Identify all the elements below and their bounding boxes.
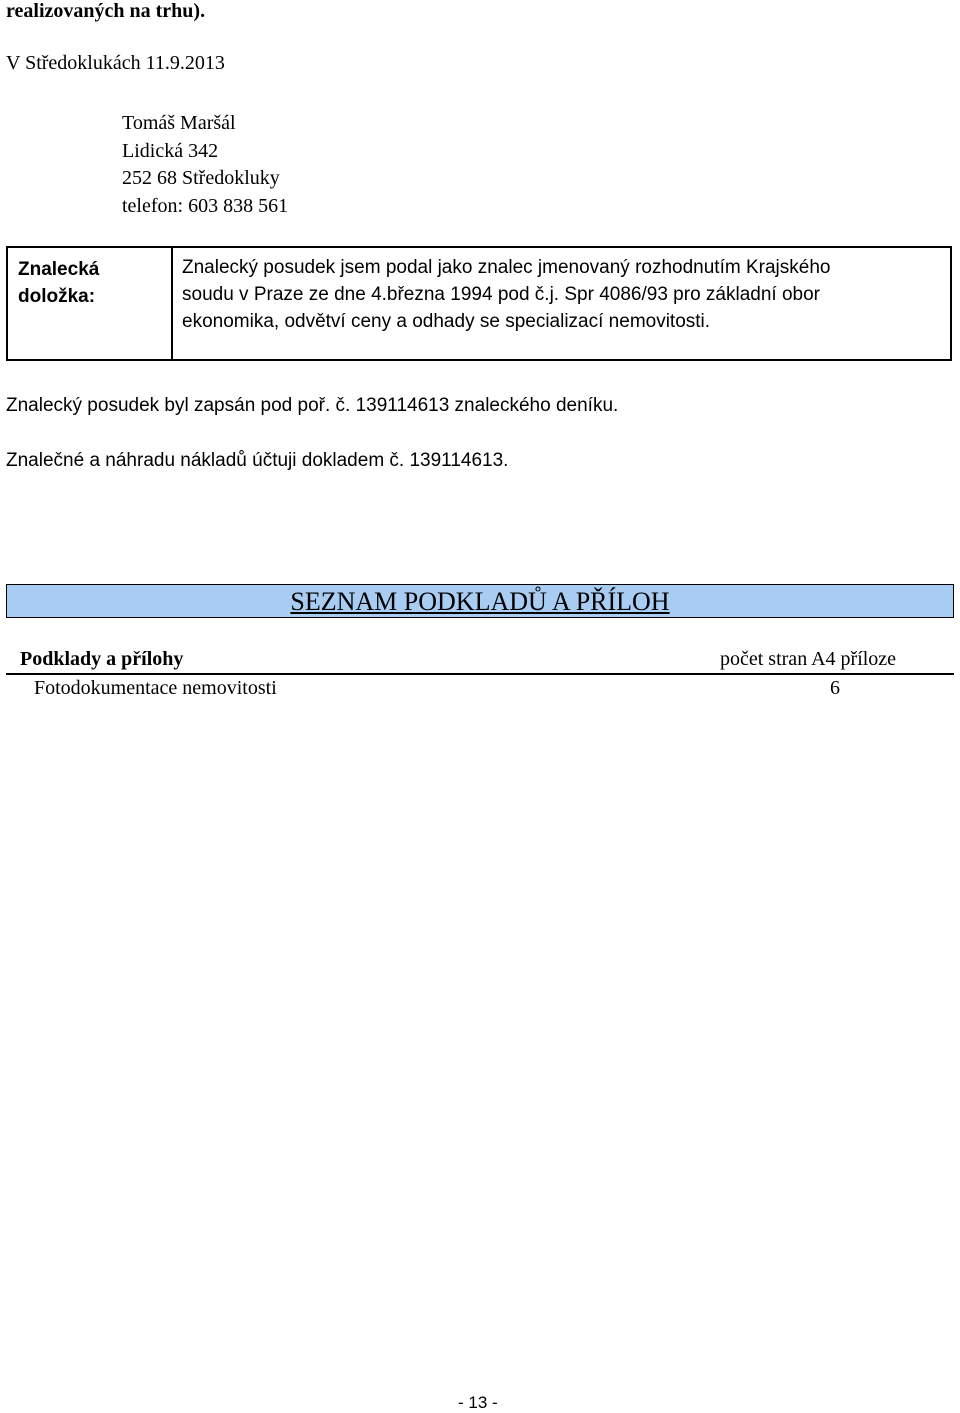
author-name: Tomáš Maršál: [122, 112, 236, 134]
clause-text-line-2: soudu v Praze ze dne 4.března 1994 pod č.j. Spr 4086/93 pro základní obor: [182, 284, 820, 305]
clause-text: [182, 254, 942, 335]
author-city: 252 68 Středokluky: [122, 167, 280, 189]
preceding-text-fragment: realizovaných na trhu).: [6, 0, 206, 22]
fee-note: Znalečné a náhradu nákladů účtuji dokladem č. 139114613.: [6, 450, 509, 471]
record-note: Znalecký posudek byl zapsán pod poř. č. 139114613 znaleckého deníku.: [6, 395, 619, 416]
clause-text-line-3: ekonomika, odvětví ceny a odhady se specializací nemovitosti.: [182, 311, 711, 332]
attachments-heading-box: [6, 584, 954, 618]
author-phone: telefon: 603 838 561: [122, 195, 289, 217]
page-number: - 13 -: [458, 1393, 498, 1412]
column-header-attachments: Podklady a přílohy: [20, 648, 184, 670]
attachment-row-label: Fotodokumentace nemovitosti: [34, 677, 277, 699]
clause-text-line-1: Znalecký posudek jsem podal jako znalec jmenovaný rozhodnutím Krajského: [182, 257, 831, 278]
expert-clause-box: [6, 246, 952, 361]
author-street: Lidická 342: [122, 140, 219, 162]
clause-label-line-2: doložka:: [18, 286, 96, 307]
clause-divider: [171, 248, 173, 359]
table-header-rule: [6, 673, 954, 675]
clause-label: [18, 256, 99, 310]
clause-label-line-1: Znalecká: [18, 259, 100, 280]
column-header-page-count: počet stran A4 příloze: [720, 648, 897, 670]
attachment-row-pages: 6: [830, 677, 840, 699]
place-and-date: V Středoklukách 11.9.2013: [6, 52, 225, 74]
attachments-heading: SEZNAM PODKLADŮ A PŘÍLOH: [290, 587, 670, 616]
